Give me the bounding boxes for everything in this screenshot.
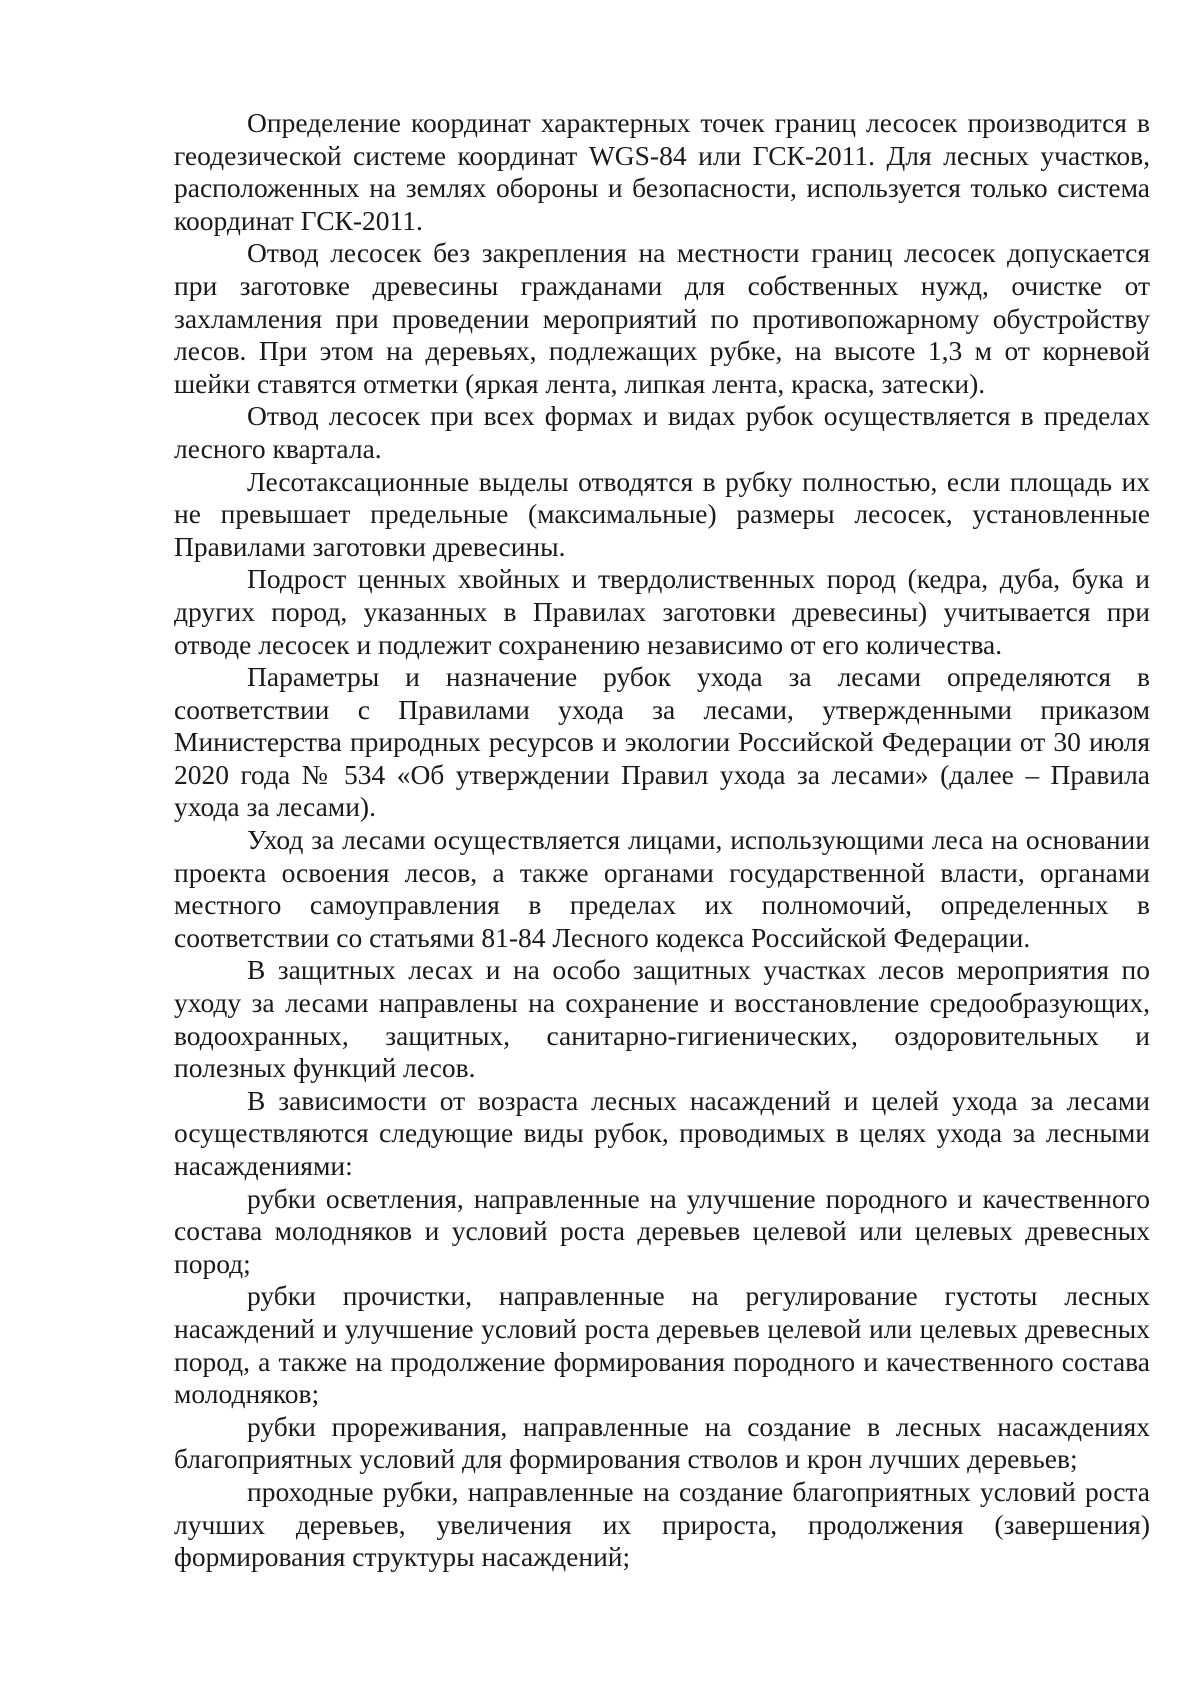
paragraph-care-parameters: Параметры и назначение рубок ухода за лесами определяются в соответствии с Правилами ухода за лесами, утвержденными приказом Министерства природных ресурсов и экологии Российской Федерации от 30 июля 2020 года № 534 «Об утверждении Правил ухода за лесами» (далее – Правила ухода за лесами). [174, 661, 1150, 823]
paragraph-undergrowth: Подрост ценных хвойных и твердолиственных пород (кедра, дуба, бука и других пород, указанных в Правилах заготовки древесины) учитывается при отводе лесосек и подлежит сохранению независимо от его количества. [174, 563, 1150, 660]
paragraph-coordinates: Определение координат характерных точек границ лесосек производится в геодезической системе координат WGS-84 или ГСК-2011. Для лесных участков, расположенных на землях обороны и безопасности, используется только система координат ГСК-2011. [174, 107, 1150, 236]
paragraph-care-responsibility: Уход за лесами осуществляется лицами, использующими леса на основании проекта освоения лесов, а также органами государственной власти, органами местного самоуправления в пределах их полномочий, определенных в соответствии со статьями 81-84 Лесного кодекса Российской Федерации. [174, 824, 1150, 953]
document-page [174, 107, 1150, 1574]
paragraph-allotment-limits: Отвод лесосек при всех формах и видах рубок осуществляется в пределах лесного квартала. [174, 400, 1150, 464]
paragraph-protective-forests: В защитных лесах и на особо защитных участках лесов мероприятия по уходу за лесами направлены на сохранение и восстановление средообразующих, водоохранных, защитных, санитарно-гигиенических, оздоровительных и полезных функций лесов. [174, 954, 1150, 1084]
list-item-cleaning: рубки прочистки, направленные на регулирование густоты лесных насаждений и улучшение условий роста деревьев целевой или целевых древесных пород, а также на продолжение формирования породного и качественного состава молодняков; [174, 1280, 1150, 1410]
list-item-passage-cutting: проходные рубки, направленные на создание благоприятных условий роста лучших деревьев, увеличения их прироста, продолжения (завершения) формирования структуры насаждений; [174, 1475, 1150, 1573]
list-item-lightening: рубки осветления, направленные на улучшение породного и качественного состава молодняков и условий роста деревьев целевой или целевых древесных пород; [174, 1182, 1150, 1279]
paragraph-taxation-units: Лесотаксационные выделы отводятся в рубку полностью, если площадь их не превышает предельные (максимальные) размеры лесосек, установленные Правилами заготовки древесины. [174, 465, 1150, 562]
list-item-thinning: рубки прореживания, направленные на создание в лесных насаждениях благоприятных условий для формирования стволов и крон лучших деревьев; [174, 1410, 1150, 1475]
paragraph-care-types-intro: В зависимости от возраста лесных насаждений и целей ухода за лесами осуществляются следующие виды рубок, проводимых в целях ухода за лесными насаждениями: [174, 1084, 1150, 1181]
paragraph-allotment-without-marking: Отвод лесосек без закрепления на местности границ лесосек допускается при заготовке древесины гражданами для собственных нужд, очистке от захламления при проведении мероприятий по противопожарному обустройству лесов. При этом на деревьях, подлежащих рубке, на высоте 1,3 м от корневой шейки ставятся отметки (яркая лента, липкая лента, краска, затески). [174, 237, 1150, 399]
